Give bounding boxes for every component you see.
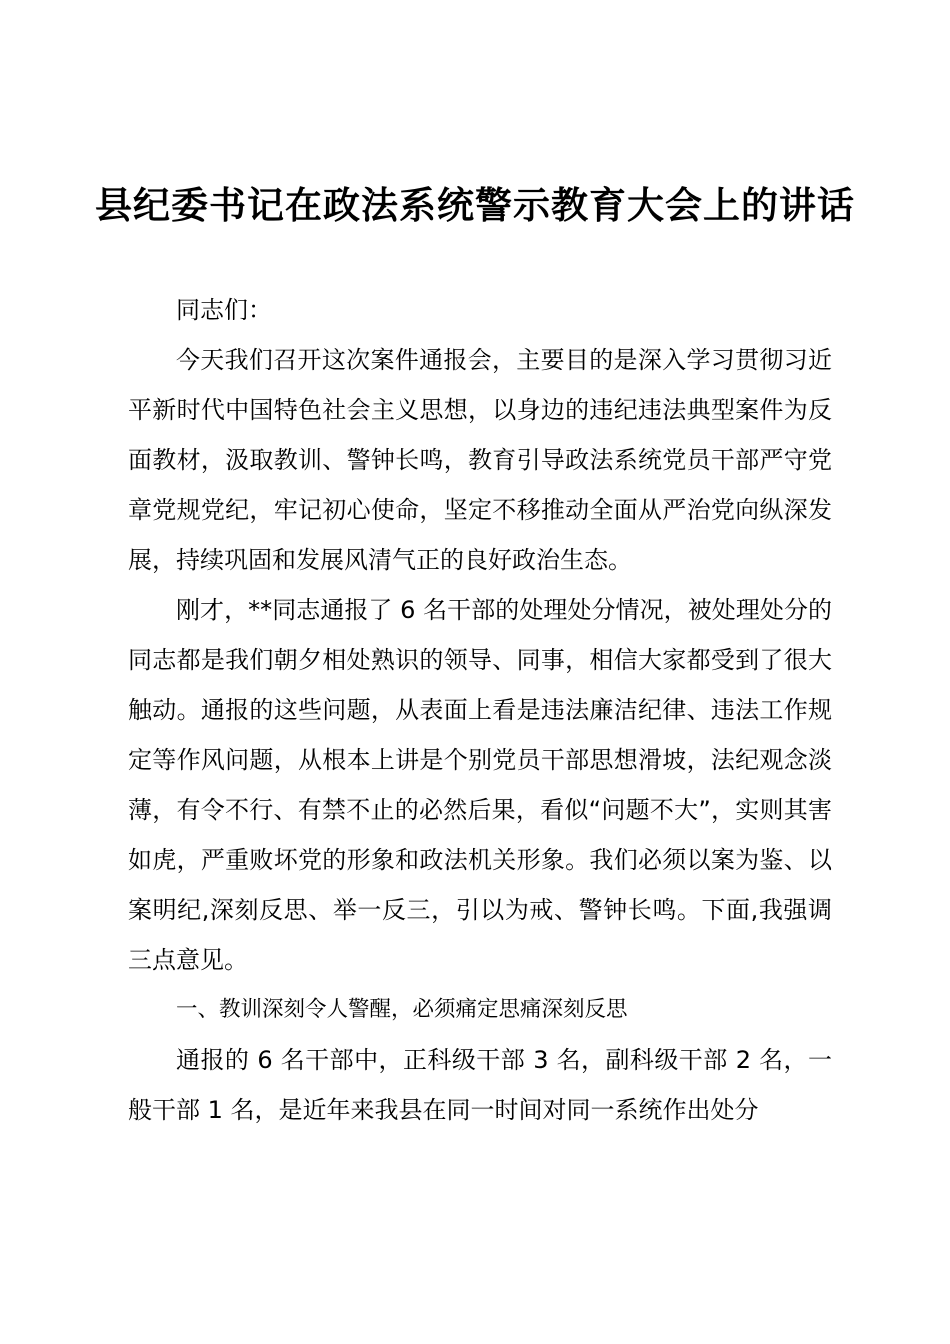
paragraph-section-1: 通报的 6 名干部中，正科级干部 3 名，副科级干部 2 名，一般干部 1 名，是近年来我县在同一时间对同一系统作出处分 — [128, 1046, 832, 1124]
document-title: 县纪委书记在政法系统警示教育大会上的讲话 — [95, 183, 855, 227]
section-heading-1: 一、教训深刻令人警醒，必须痛定思痛深刻反思 — [176, 997, 628, 1022]
paragraph-intro: 今天我们召开这次案件通报会，主要目的是深入学习贯彻习近平新时代中国特色社会主义思想，以身边的违纪违法典型案件为反面教材，汲取教训、警钟长鸣，教育引导政法系统党员干部严守党章党规党纪，牢记初心使命，坚定不移推动全面从严治党向纵深发展，持续巩固和发展风清气正的良好政治生态。 — [128, 346, 832, 574]
document-body — [128, 285, 832, 1135]
paragraph-report: 刚才，**同志通报了 6 名干部的处理处分情况，被处理处分的同志都是我们朝夕相处熟识的领导、同事，相信大家都受到了很大触动。通报的这些问题，从表面上看是违法廉洁纪律、违法工作规定等作风问题，从根本上讲是个别党员干部思想滑坡，法纪观念淡薄，有令不行、有禁不止的必然后果，看似“问题不大”，实则其害如虎，严重败坏党的形象和政法机关形象。我们必须以案为鉴、以案明纪,深刻反思、举一反三，引以为戒、警钟长鸣。下面,我强调三点意见。 — [128, 596, 832, 974]
salutation: 同志们： — [176, 296, 272, 324]
